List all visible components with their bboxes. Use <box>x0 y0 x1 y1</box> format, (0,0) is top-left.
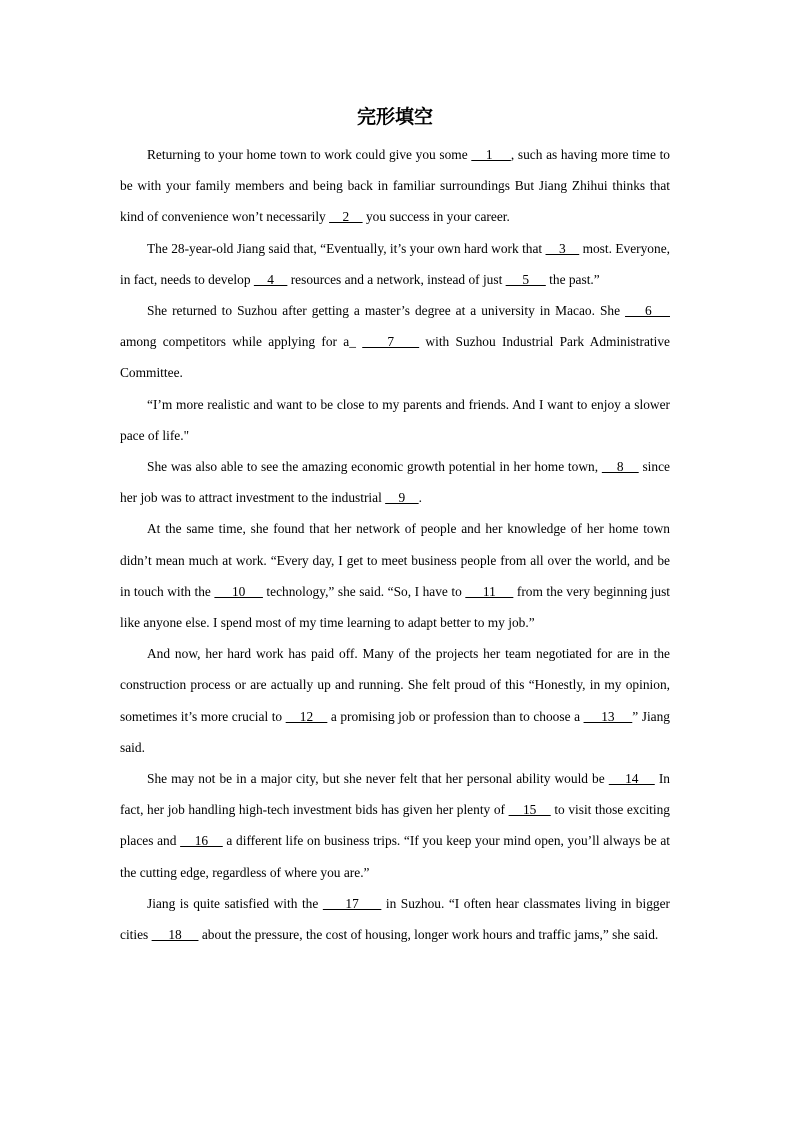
passage-text: ” Jiang said. <box>120 708 671 755</box>
answer-blank: 8 <box>601 459 639 475</box>
passage-paragraph <box>120 763 670 888</box>
passage-text: In fact, her job handling high-tech investment bids has given her plenty of <box>120 771 670 818</box>
answer-blank: 18 <box>151 927 199 943</box>
passage-text: , such as having more time to be with your family members and being back in familiar surroundings But Jiang Zhihui thinks that kind of convenience won’t necessarily <box>120 147 671 225</box>
passage-paragraph <box>120 513 670 638</box>
passage-text: At the same time, she found that her network of people and her knowledge of her home town didn’t mean much at work. “Every day, I get to meet business people from all over the world, and be in touch with the <box>120 521 670 599</box>
passage-text: with Suzhou Industrial Park Administrative Committee. <box>120 334 670 381</box>
passage-text: a promising job or profession than to choose a <box>327 708 584 724</box>
answer-blank: 13 <box>583 708 633 724</box>
answer-blank: 11 <box>465 583 514 599</box>
passage-text: She may not be in a major city, but she never felt that her personal ability would be <box>147 771 609 787</box>
answer-blank: 4 <box>253 271 288 287</box>
page-title: 完形填空 <box>356 106 433 128</box>
passage-text: about the pressure, the cost of housing, longer work hours and traffic jams,” she said. <box>198 927 659 943</box>
passage-paragraph <box>120 638 670 763</box>
passage-text: resources and a network, instead of just <box>287 271 506 287</box>
passage-text: you success in your career. <box>362 209 510 225</box>
passage-text: in Suzhou. “I often hear classmates living in bigger cities <box>120 895 670 943</box>
answer-blank: 15 <box>508 802 551 818</box>
passage-text: most. Everyone, in fact, needs to develop <box>120 240 670 287</box>
answer-blank: 7 <box>362 334 420 350</box>
answer-blank: 12 <box>285 708 328 724</box>
passage-text: “I’m more realistic and want to be close to my parents and friends. And I want to enjoy a slower pace of life." <box>120 396 670 443</box>
passage-paragraph <box>120 888 670 950</box>
passage-text: Jiang is quite satisfied with the <box>147 895 323 911</box>
answer-blank: 9 <box>385 490 419 506</box>
passage-text: to visit those exciting places and <box>120 802 670 849</box>
passage-text: She returned to Suzhou after getting a master’s degree at a university in Macao. She <box>147 303 626 319</box>
passage-paragraph <box>120 139 670 233</box>
answer-blank: 6 <box>625 303 670 319</box>
passage-text: among competitors while applying for a_ <box>120 334 363 350</box>
passage-text: the past.” <box>545 271 600 287</box>
passage-paragraph <box>120 389 670 451</box>
passage-text: a different life on business trips. “If you keep your mind open, you’ll always be at the cutting edge, regardless of where you are.” <box>120 833 670 880</box>
passage-text: . <box>418 490 422 506</box>
answer-blank: 14 <box>608 771 655 787</box>
passage-text: Returning to your home town to work could give you some <box>147 147 472 162</box>
passage-text: technology,” she said. “So, I have to <box>262 583 466 599</box>
passage-body <box>120 139 670 950</box>
passage-paragraph <box>120 233 670 295</box>
passage-text: The 28-year-old Jiang said that, “Eventually, it’s your own hard work that <box>147 240 546 256</box>
passage-text: And now, her hard work has paid off. Many of the projects her team negotiated for are in the construction process or are actually up and running. She felt proud of this “Honestly, in my opinion, sometimes it’s more crucial to <box>120 646 670 724</box>
answer-blank: 5 <box>505 271 546 287</box>
answer-blank: 2 <box>329 209 363 225</box>
passage-text: from the very beginning just like anyone else. I spend most of my time learning to adapt better to my job.” <box>120 583 670 631</box>
answer-blank: 10 <box>214 583 263 599</box>
passage-text: She was also able to see the amazing economic growth potential in her home town, <box>147 459 602 475</box>
passage-text: since her job was to attract investment to the industrial <box>120 459 670 506</box>
answer-blank: 17 <box>322 895 382 911</box>
passage-paragraph <box>120 451 670 513</box>
answer-blank: 3 <box>545 240 580 256</box>
document-page <box>120 103 670 950</box>
passage-paragraph <box>120 295 670 389</box>
answer-blank: 16 <box>180 833 223 849</box>
answer-blank: 1 <box>471 147 511 162</box>
